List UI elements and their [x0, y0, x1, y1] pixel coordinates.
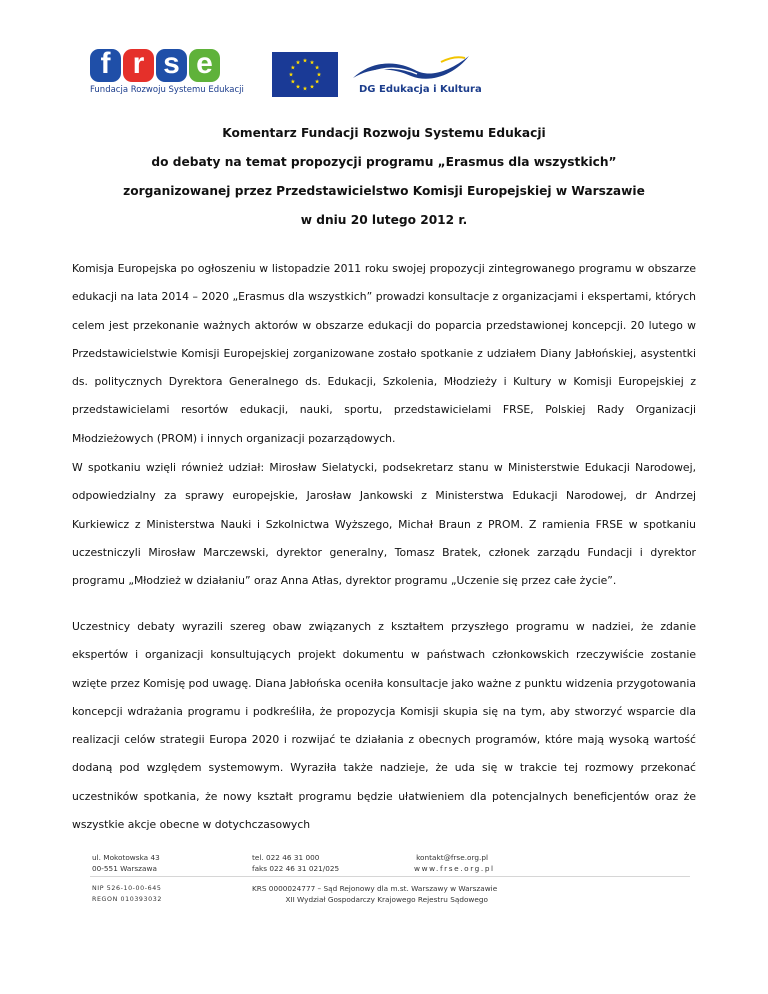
frse-letter-s: s [156, 49, 187, 82]
footer-www[interactable]: www.frse.org.pl [414, 864, 495, 873]
footer-street: ul. Mokotowska 43 [92, 853, 160, 862]
frse-letter-r: r [123, 49, 154, 82]
footer-tax-ids [92, 883, 162, 905]
footer-registry [252, 883, 498, 905]
footer-address [92, 852, 160, 874]
paragraph-3: Uczestnicy debaty wyrazili szereg obaw związanych z kształtem przyszłego programu w nadziei, że zdanie ekspertów i organizacji konsultujących projekt dokumentu w państwach członkowskich rzeczywiście zostanie wzięte przez Komisję pod uwagę. Diana Jabłońska oceniła konsultacje jako ważne z punktu widzenia przygotowania koncepcji wdrażania programu i podkreśliła, że propozycja Komisji skupia się na tym, aby stworzyć wsparcie dla realizacji celów strategii Europa 2020 i rozwijać te działania z obecnych programów, które mają wysoką wartość dodaną pod względem systemowym. Wyraziła także nadzieje, że uda się w trakcie tej rozmowy przekonać uczestników spotkania, że nowy kształt programu będzie ułatwieniem dla potencjalnych beneficjentów oraz że wszystkie akcje obecne w dotychczasowych [72, 620, 696, 832]
dg-logo-caption: DG Edukacja i Kultura [359, 84, 482, 95]
title-line-2: do debaty na temat propozycji programu „Erasmus dla wszystkich” [151, 155, 617, 169]
title-line-4: w dniu 20 lutego 2012 r. [300, 213, 468, 227]
eu-star-icon [315, 65, 319, 69]
letterhead-footer [0, 840, 768, 920]
footer-fax: faks 022 46 31 021/025 [252, 864, 340, 873]
footer-divider [90, 876, 690, 877]
frse-logo-letters [90, 49, 240, 82]
eu-star-icon [291, 65, 295, 69]
eu-star-icon [296, 60, 300, 64]
eu-star-icon [296, 84, 300, 88]
paragraph-2: W spotkaniu wzięli również udział: Mirosław Sielatycki, podsekretarz stanu w Ministerstwie Edukacji Narodowej, odpowiedzialny za sprawy europejskie, Jarosław Jankowski z Ministerstwa Edukacji Narodowej, dr Andrzej Kurkiewicz z Ministerstwa Nauki i Szkolnictwa Wyższego, Michał Braun z PROM. Z ramienia FRSE w spotkaniu uczestniczyli Mirosław Marczewski, dyrektor generalny, Tomasz Bratek, członek zarządu Fundacji i dyrektor programu „Młodzież w działaniu” oraz Anna Atłas, dyrektor programu „Uczenie się przez całe życie”. [72, 461, 696, 588]
footer-city: 00-551 Warszawa [92, 864, 157, 873]
footer-nip: NIP 526-10-00-645 [92, 885, 162, 892]
footer-contact [414, 852, 495, 874]
dg-education-culture-logo [345, 52, 485, 102]
footer-regon: REGON 010393032 [92, 896, 162, 903]
eu-star-icon [315, 79, 319, 83]
paragraph-1: Komisja Europejska po ogłoszeniu w listopadzie 2011 roku swojej propozycji zintegrowanego programu w obszarze edukacji na lata 2014 – 2020 „Erasmus dla wszystkich” prowadzi konsultacje z organizacjami i ekspertami, których celem jest przekonanie ważnych aktorów w obszarze edukacji do poparcia przedstawionej koncepcji. 20 lutego w Przedstawicielstwie Komisji Europejskiej zorganizowane zostało spotkanie z udziałem Diany Jabłońskiej, asystentki ds. politycznych Dyrektora Generalnego ds. Edukacji, Szkolenia, Młodzieży i Kultury w Komisji Europejskiej z przedstawicielami resortów edukacji, nauki, sportu, przedstawicielami FRSE, Polskiej Rady Organizacji Młodzieżowych (PROM) i innych organizacji pozarządowych. [72, 262, 696, 445]
eu-star-icon [310, 60, 314, 64]
eu-star-icon [303, 86, 307, 90]
document-title [40, 119, 728, 235]
footer-krs: KRS 0000024777 – Sąd Rejonowy dla m.st. Warszawy w Warszawie [252, 884, 498, 893]
footer-email[interactable]: kontakt@frse.org.pl [416, 853, 488, 862]
frse-logo-caption: Fundacja Rozwoju Systemu Edukacji [90, 85, 244, 95]
eu-flag-icon [272, 52, 338, 97]
dg-swoosh-icon [345, 52, 485, 84]
eu-star-icon [291, 79, 295, 83]
eu-star-icon [317, 72, 321, 76]
footer-tel: tel. 022 46 31 000 [252, 853, 320, 862]
frse-logo [90, 47, 244, 99]
footer-court: XII Wydział Gospodarczy Krajowego Rejestru Sądowego [285, 895, 488, 904]
eu-stars-icon [272, 52, 338, 97]
eu-star-icon [303, 58, 307, 62]
footer-phone [252, 852, 339, 874]
frse-letter-e: e [189, 49, 220, 82]
frse-letter-f: f [90, 49, 121, 82]
title-line-1: Komentarz Fundacji Rozwoju Systemu Edukacji [222, 126, 546, 140]
eu-star-icon [310, 84, 314, 88]
eu-star-icon [289, 72, 293, 76]
title-line-3: zorganizowanej przez Przedstawicielstwo Komisji Europejskiej w Warszawie [123, 184, 645, 198]
